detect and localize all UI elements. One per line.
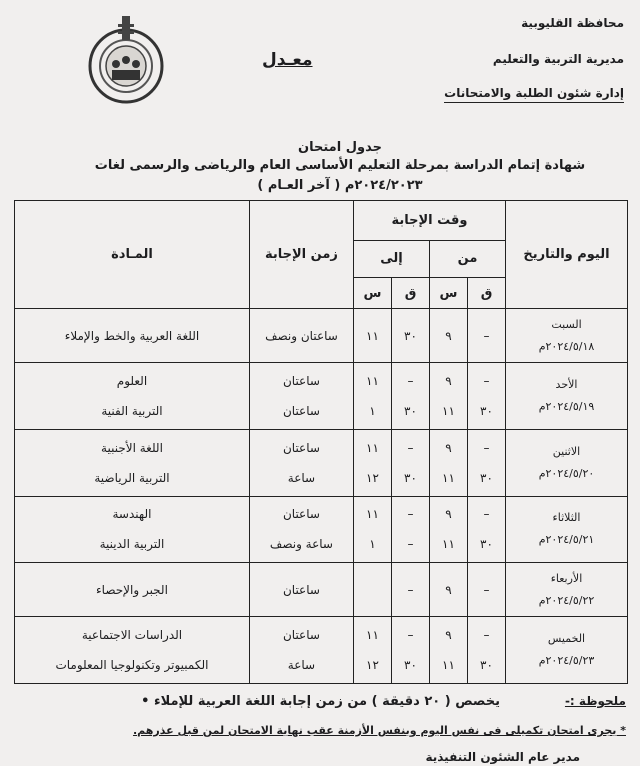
duration-value: ساعتان <box>282 582 320 597</box>
day-name: السبت <box>551 317 582 331</box>
to-minute-value: ٣٠ <box>404 658 417 673</box>
term-title: ( آخر العـام ) ٢٠٢٤/٢٠٢٣م <box>257 178 423 193</box>
subject-value: الكمبيوتر وتكنولوجيا المعلومات <box>55 658 209 673</box>
department-label: إدارة شئون الطلبة والامتحانات <box>444 86 624 103</box>
to-hour-value: ١١ <box>366 374 379 389</box>
to-minute-cell <box>392 496 430 563</box>
answer-time-header: وقت الإجابة <box>353 201 505 241</box>
duration-value: ساعة ونصف <box>269 537 333 552</box>
revised-stamp: معـدل <box>262 50 313 70</box>
day-name: الأربعاء <box>550 571 583 585</box>
from-hour-value: ٩ <box>445 628 452 643</box>
duration-value: ساعتان ونصف <box>265 328 338 343</box>
from-hour-cell <box>430 363 468 430</box>
from-minute-value: – <box>483 328 490 343</box>
to-hour-value: ١١ <box>366 507 379 522</box>
from-hour-value: ١١ <box>442 658 455 673</box>
to-hour-cell <box>353 309 391 363</box>
note-label-text: ملحوظة :- <box>564 694 626 708</box>
day-cell <box>506 563 628 617</box>
to-header: إلى <box>353 240 429 277</box>
from-minute-cell <box>468 496 506 563</box>
day-date: ٢٠٢٤/٥/٢١م <box>538 533 595 547</box>
duration-cell <box>249 563 353 617</box>
subject-header: المـادة <box>15 201 250 309</box>
from-hour-value: ٩ <box>445 440 452 455</box>
duration-value: ساعتان <box>282 507 320 522</box>
to-minute-cell <box>392 617 430 684</box>
day-name: الأحد <box>555 378 578 392</box>
day-date: ٢٠٢٤/٥/٢٣م <box>538 654 595 668</box>
from-hour-cell <box>430 309 468 363</box>
subject-value: الهندسة <box>112 507 152 522</box>
subject-value: اللغة الأجنبية <box>101 440 163 455</box>
day-name: الخميس <box>547 632 586 646</box>
note-dictation: يخصص ( ٢٠ دقيقة ) من زمن إجابة اللغة العربية للإملاء • <box>141 694 500 709</box>
from-minute-value: ٣٠ <box>480 658 493 673</box>
from-minute-cell <box>468 309 506 363</box>
to-hour-cell <box>353 563 391 617</box>
to-minute-cell <box>392 429 430 496</box>
ministry-logo-icon <box>70 14 182 106</box>
to-hour-value: ١٢ <box>366 470 379 485</box>
subject-cell <box>15 429 250 496</box>
duration-value: ساعتان <box>282 628 320 643</box>
schedule-title: جدول امتحان <box>298 140 382 155</box>
day-cell <box>506 309 628 363</box>
from-minute-value: ٣٠ <box>480 470 493 485</box>
from-hour-value: ٩ <box>445 328 452 343</box>
to-hour-value: ١ <box>369 537 376 552</box>
duration-header: زمن الإجابة <box>249 201 353 309</box>
subject-value: الجبر والإحصاء <box>96 582 168 597</box>
to-hour-cell <box>353 496 391 563</box>
to-hour-cell <box>353 363 391 430</box>
to-minute-value: ٣٠ <box>404 470 417 485</box>
to-hour-header: س <box>353 278 391 309</box>
from-minute-value: ٣٠ <box>480 404 493 419</box>
note-makeup-exam: * يجرى امتحان تكميلى فى نفس اليوم وبنفس الأزمنة عقب نهاية الامتحان لمن قبل عذرهم. <box>132 724 626 737</box>
from-hour-cell <box>430 429 468 496</box>
subject-cell <box>15 309 250 363</box>
table-row <box>15 429 628 496</box>
subject-value: الدراسات الاجتماعية <box>81 628 183 643</box>
day-cell <box>506 496 628 563</box>
to-hour-cell <box>353 617 391 684</box>
from-minute-value: – <box>483 628 490 643</box>
to-minute-value: ٣٠ <box>404 328 417 343</box>
from-minute-cell <box>468 617 506 684</box>
subject-cell <box>15 617 250 684</box>
day-cell <box>506 429 628 496</box>
directorate-label: مديرية التربية والتعليم <box>492 52 624 66</box>
day-date: ٢٠٢٤/٥/١٩م <box>538 400 595 414</box>
from-minute-value: – <box>483 374 490 389</box>
to-minute-header: ق <box>392 278 430 309</box>
duration-cell <box>249 363 353 430</box>
from-minute-value: – <box>483 582 490 597</box>
exam-schedule-table <box>14 200 628 684</box>
day-name: الثلاثاء <box>552 511 581 525</box>
to-minute-cell <box>392 363 430 430</box>
to-hour-value: ١١ <box>366 628 379 643</box>
to-hour-value: ١٢ <box>366 658 379 673</box>
table-row <box>15 617 628 684</box>
subject-cell <box>15 563 250 617</box>
from-minute-cell <box>468 363 506 430</box>
from-hour-value: ١١ <box>442 537 455 552</box>
to-hour-value: ١١ <box>366 328 379 343</box>
from-hour-value: ١١ <box>442 470 455 485</box>
day-name: الاثنين <box>552 444 581 458</box>
to-minute-value: – <box>407 537 414 552</box>
to-hour-value <box>354 575 391 605</box>
subject-value: العلوم <box>116 374 148 389</box>
table-row <box>15 309 628 363</box>
from-hour-cell <box>430 617 468 684</box>
to-minute-value: – <box>407 374 414 389</box>
from-hour-cell <box>430 563 468 617</box>
day-cell <box>506 363 628 430</box>
from-header: من <box>430 240 506 277</box>
from-minute-value: ٣٠ <box>480 537 493 552</box>
table-row <box>15 496 628 563</box>
from-hour-value: ١١ <box>442 404 455 419</box>
day-date-header: اليوم والتاريخ <box>506 201 628 309</box>
subject-cell <box>15 363 250 430</box>
to-minute-value: – <box>407 440 414 455</box>
duration-value: ساعة <box>287 658 316 673</box>
subject-value: التربية الدينية <box>99 537 165 552</box>
duration-value: ساعتان <box>282 440 320 455</box>
from-minute-cell <box>468 563 506 617</box>
to-minute-cell <box>392 563 430 617</box>
governorate-label: محافظة القليوبية <box>521 16 624 30</box>
from-minute-value: – <box>483 440 490 455</box>
to-hour-cell <box>353 429 391 496</box>
subject-value: التربية الرياضية <box>94 470 170 485</box>
to-minute-cell <box>392 309 430 363</box>
from-minute-header: ق <box>468 278 506 309</box>
from-hour-value: ٩ <box>445 582 452 597</box>
from-minute-cell <box>468 429 506 496</box>
from-minute-value: – <box>483 507 490 522</box>
to-minute-value: – <box>407 582 414 597</box>
note-label <box>565 694 626 708</box>
day-date: ٢٠٢٤/٥/١٨م <box>538 339 595 353</box>
to-minute-value: – <box>407 628 414 643</box>
subject-cell <box>15 496 250 563</box>
certificate-title: شهادة إتمام الدراسة بمرحلة التعليم الأساسى العام والرياضى والرسمى لغات <box>94 158 586 173</box>
table-row <box>15 363 628 430</box>
table-row <box>15 563 628 617</box>
duration-cell <box>249 309 353 363</box>
from-hour-value: ٩ <box>445 374 452 389</box>
from-hour-value: ٩ <box>445 507 452 522</box>
day-date: ٢٠٢٤/٥/٢٢م <box>538 593 595 607</box>
to-hour-value: ١١ <box>366 440 379 455</box>
day-date: ٢٠٢٤/٥/٢٠م <box>538 466 595 480</box>
duration-cell <box>249 496 353 563</box>
duration-value: ساعتان <box>282 374 320 389</box>
duration-cell <box>249 429 353 496</box>
to-minute-value: – <box>407 507 414 522</box>
to-minute-value: ٣٠ <box>404 404 417 419</box>
from-hour-header: س <box>430 278 468 309</box>
signature-title: مدير عام الشئون التنفيذية <box>425 750 580 764</box>
duration-value: ساعتان <box>282 404 320 419</box>
subject-value: التربية الفنية <box>101 404 163 419</box>
subject-value: اللغة العربية والخط والإملاء <box>64 328 200 343</box>
day-cell <box>506 617 628 684</box>
duration-value: ساعة <box>287 470 316 485</box>
from-hour-cell <box>430 496 468 563</box>
duration-cell <box>249 617 353 684</box>
to-hour-value: ١ <box>369 404 376 419</box>
